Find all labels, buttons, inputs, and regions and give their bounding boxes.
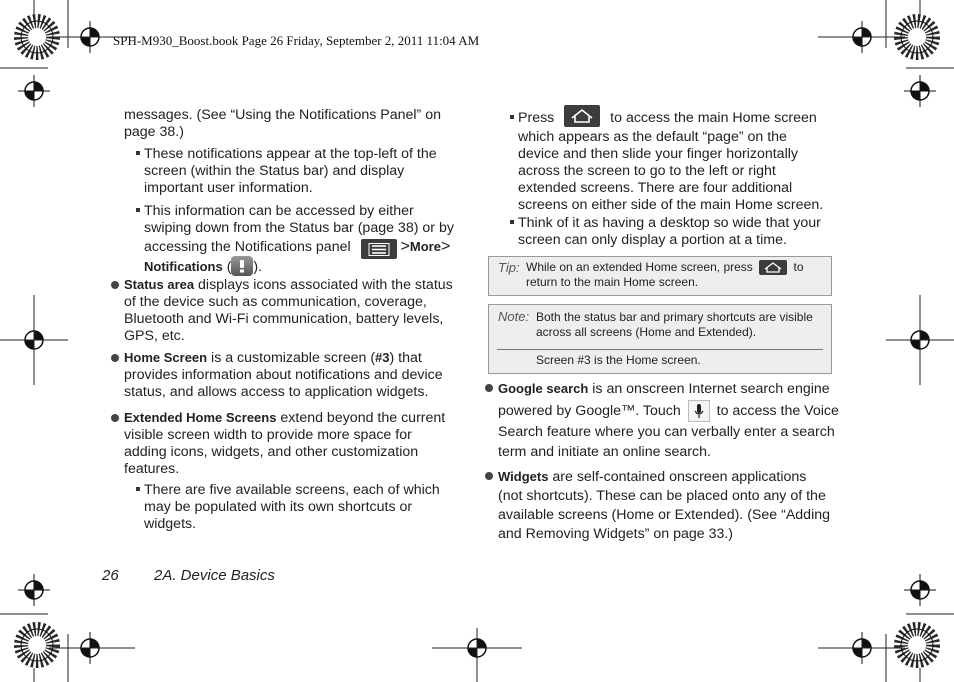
note-box: Note: Both the status bar and primary shortcuts are visible across all screens (Home and Extended). Screen #3 is the Home screen. [488, 304, 832, 374]
home-key-icon [564, 105, 600, 127]
notification-icon [231, 256, 253, 276]
sub-bullet-notifications: These notifications appear at the top-left of the screen (within the Status bar) and display important user information. [136, 146, 466, 197]
section-title: 2A. Device Basics [154, 567, 275, 584]
square-bullet-icon [136, 208, 140, 212]
google-search-paragraph: Google search is an onscreen Internet search engine powered by Google™. Touch to access the Voice Search feature where you can verbally enter a search term and initiate an online search. [498, 381, 839, 460]
intro-paragraph: messages. (See “Using the Notifications Panel” on page 38.) [124, 107, 442, 140]
square-bullet-icon [136, 151, 140, 155]
home-key-icon [759, 260, 787, 275]
think-desktop-bullet: Think of it as having a desktop so wide that your screen can only display a portion at a time. [510, 215, 840, 249]
tip-box: Tip: While on an extended Home screen, press to return to the main Home screen. [488, 256, 832, 296]
bullet-dot-icon [111, 354, 119, 362]
extended-home-paragraph: Extended Home Screens extend beyond the current visible screen width to provide more space for adding icons, widgets, and other customization features. [124, 410, 446, 477]
page-number: 26 [102, 567, 119, 584]
square-bullet-icon [136, 487, 140, 491]
bullet-dot-icon [111, 281, 119, 289]
print-header: SPH-M930_Boost.book Page 26 Friday, September 2, 2011 11:04 AM [113, 33, 480, 48]
note-divider [497, 349, 823, 350]
square-bullet-icon [510, 115, 514, 119]
square-bullet-icon [510, 220, 514, 224]
bullet-dot-icon [485, 472, 493, 480]
press-home-bullet: Press to access the main Home screen which appears as the default “page” on the device and then slide your finger horizontally across the screen to go to the left or right extended screens. There are four additional screens on either side of the main Home screen. [510, 107, 840, 214]
microphone-icon [688, 400, 710, 422]
sub-bullet-access: This information can be accessed by either swiping down from the Status bar (page 38) or by accessing the Notifications panel >More> Notifications ( ). [136, 203, 476, 277]
home-screen-paragraph: Home Screen is a customizable screen (#3) that provides information about notifications and device status, and allows access to application widgets. [124, 350, 443, 400]
status-area-paragraph: Status area displays icons associated with the status of the device such as communication, coverage, Bluetooth and Wi-Fi communication, battery levels, GPS, etc. [124, 277, 453, 344]
widgets-paragraph: Widgets are self-contained onscreen applications (not shortcuts). These can be placed onto any of the available screens (Home or Extended). (See “Adding and Removing Widgets” on page 33.) [498, 469, 830, 542]
bullet-dot-icon [111, 414, 119, 422]
menu-key-icon [361, 239, 397, 259]
sub-bullet-five-screens: There are five available screens, each of which may be populated with its own shortcuts or widgets. [136, 482, 466, 533]
bullet-dot-icon [485, 384, 493, 392]
